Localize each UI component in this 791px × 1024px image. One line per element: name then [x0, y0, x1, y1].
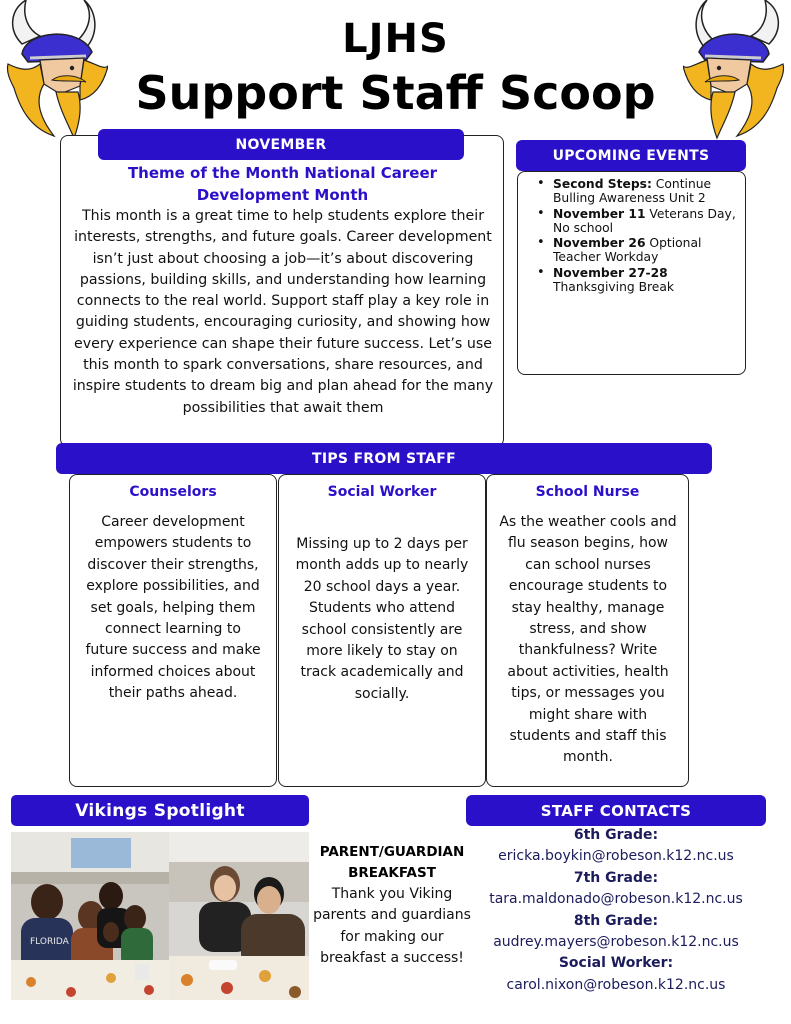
staff-contacts-list — [466, 825, 766, 996]
contact-email-social-worker[interactable]: carol.nixon@robeson.k12.nc.us — [506, 976, 726, 993]
spotlight-photo-parents — [169, 832, 309, 1000]
contact-label-8th: 8th Grade: — [573, 912, 659, 929]
social-worker-title: Social Worker — [327, 484, 437, 500]
social-worker-body: Missing up to 2 days per month adds up to nearly 20 school days a year. Students who attend school consistently are more likely to stay on track academically and socially. — [295, 536, 469, 702]
theme-of-month-heading: Theme of the Month National Career Development Month — [127, 164, 438, 204]
breakfast-body: Thank you Viking parents and guardians for making our breakfast a success! — [313, 886, 471, 966]
contact-label-6th: 6th Grade: — [573, 827, 659, 843]
school-nurse-body: As the weather cools and flu season begins, how can school nurses encourage students to stay healthy, manage stress, and show thankfulness? Write about activities, health tips, or messages you might share with students and staff this month. — [499, 514, 677, 766]
event-item: • November 27-28 Thanksgiving Break — [530, 266, 740, 295]
counselors-body: Career development empowers students to discover their strengths, explore possibilities, and set goals, helping them connect learning to future success and make informed choices about their paths ahead. — [85, 514, 261, 702]
event-item: • November 11 Veterans Day, No school — [530, 207, 740, 236]
event-item: • Second Steps: Continue Bulling Awareness Unit 2 — [530, 177, 740, 206]
contact-label-7th: 7th Grade: — [573, 869, 659, 886]
newsletter-title: Support Staff Scoop — [135, 66, 656, 120]
school-nurse-title: School Nurse — [535, 484, 640, 500]
event-item: • November 26 Optional Teacher Workday — [530, 236, 740, 265]
breakfast-title: PARENT/GUARDIAN BREAKFAST — [319, 844, 465, 881]
vikings-spotlight-ribbon: Vikings Spotlight — [11, 795, 309, 826]
tips-from-staff-ribbon: TIPS FROM STAFF — [56, 443, 712, 474]
contact-email-6th[interactable]: ericka.boykin@robeson.k12.nc.us — [498, 848, 734, 865]
newsletter-school-name: LJHS — [342, 16, 449, 62]
contact-label-social-worker: Social Worker: — [558, 955, 674, 972]
staff-contacts-ribbon: STAFF CONTACTS — [466, 795, 766, 826]
contact-email-8th[interactable]: audrey.mayers@robeson.k12.nc.us — [493, 934, 739, 951]
counselors-title: Counselors — [129, 484, 217, 500]
november-ribbon: NOVEMBER — [98, 129, 464, 160]
upcoming-events-ribbon: UPCOMING EVENTS — [516, 140, 746, 171]
contact-email-7th[interactable]: tara.maldonado@robeson.k12.nc.us — [489, 891, 743, 908]
spotlight-photo-family — [11, 832, 169, 1000]
shirt-print-text: FLORIDA — [30, 937, 69, 947]
november-body-text: This month is a great time to help students explore their interests, strengths, and future goals. Career development isn’t just about choosing a job—it’s about discovering passions, building skills, and understanding how learning connects to the real world. Support staff play a key role in guiding students, encouraging curiosity, and showing how every experience can shape their future success. Let’s use this month to spark conversations, share resources, and inspire students to dream big and plan ahead for the many possibilities that await them — [72, 208, 494, 416]
upcoming-events-list — [530, 177, 740, 295]
